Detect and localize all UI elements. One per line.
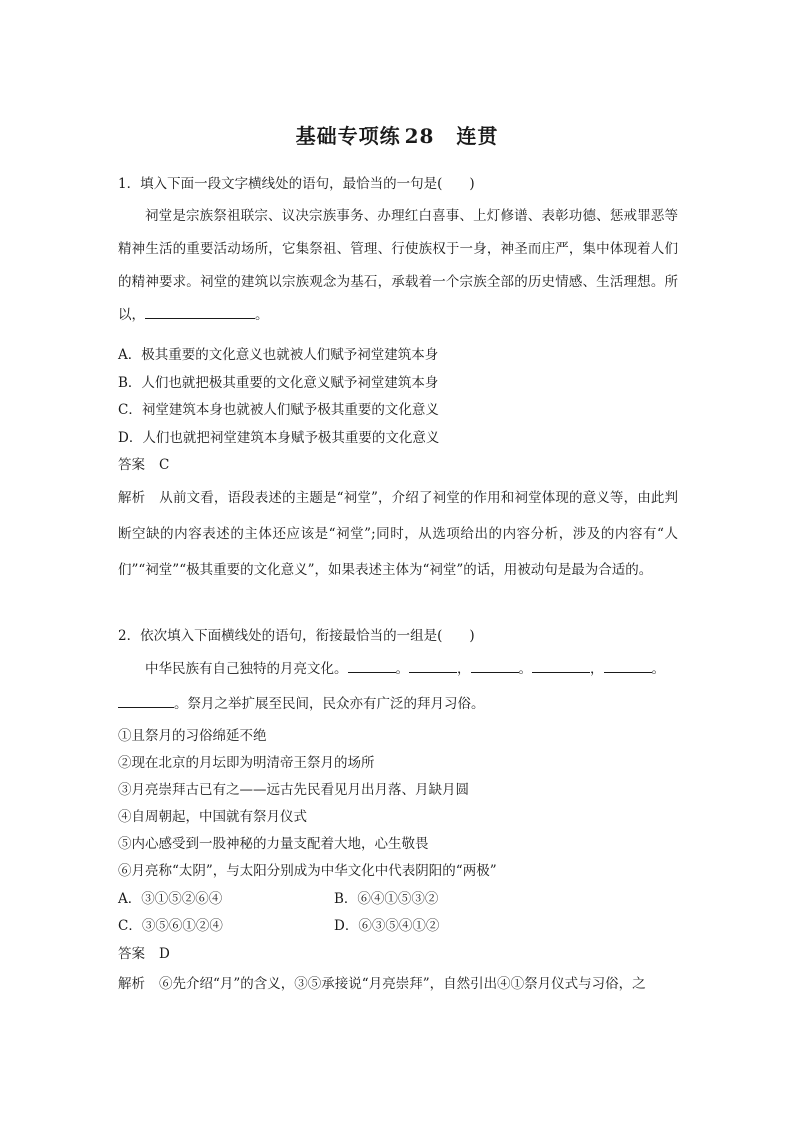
q1-passage xyxy=(118,200,678,332)
q2-blank-1 xyxy=(348,658,396,673)
q2-answer-value: D xyxy=(159,946,170,962)
q2-explain-label: 解析 xyxy=(118,976,145,992)
q1-answer-value: C xyxy=(159,457,170,473)
q2-explain-text: ⑥先介绍“月”的含义，③⑤承接说“月亮崇拜”，自然引出④①祭月仪式与习俗，之 xyxy=(159,976,646,992)
q1-stem: 1．填入下面一段文字横线处的语句，最恰当的一句是( ) xyxy=(118,176,475,192)
q2-passage-tail: 。祭月之举扩展至民间，民众亦有广泛的拜月习俗。 xyxy=(174,696,485,712)
q2-blank-3 xyxy=(471,658,519,673)
q1-explain-text: 从前文看，语段表述的主题是“祠堂”，介绍了祠堂的作用和祠堂体现的意义等，由此判断空缺的内容表述的主体还应该是“祠堂”;同时，从选项给出的内容分析，涉及的内容有“人们”“祠堂”“极其重要的文化意义”，如果表述主体为“祠堂”的话，用被动句是最为合适的。 xyxy=(118,490,679,578)
title-sub: 连贯 xyxy=(456,124,499,148)
q2-item-4: ④自周朝起，中国就有祭月仪式 xyxy=(118,809,307,825)
q2-blank-6 xyxy=(118,693,174,708)
q2-blank-2 xyxy=(409,658,457,673)
q2-answer xyxy=(118,942,170,962)
page-title xyxy=(0,120,794,149)
q2-passage-line1: 中华民族有自己独特的月亮文化。 。 ， 。 ， 。 xyxy=(145,657,665,677)
q1-option-a: A．极其重要的文化意义也就被人们赋予祠堂建筑本身 xyxy=(118,347,439,363)
q1-explanation xyxy=(118,480,678,588)
q2-item-3: ③月亮崇拜古已有之——远古先民看见月出月落、月缺月圆 xyxy=(118,782,469,798)
q2-passage-line2 xyxy=(118,692,485,712)
q1-passage-text: 祠堂是宗族祭祖联宗、议决宗族事务、办理红白喜事、上灯修谱、表彰功德、惩戒罪恶等精神生活的重要活动场所，它集祭祖、管理、行使族权于一身，神圣而庄严，集中体现着人们的精神要求。祠堂的建筑以宗族观念为基石，承载着一个宗族全部的历史情感、生活理想。所以， xyxy=(118,208,678,323)
q1-option-c: C．祠堂建筑本身也就被人们赋予极其重要的文化意义 xyxy=(118,402,439,418)
q2-blank-4 xyxy=(532,658,590,673)
title-main: 基础专项练 xyxy=(295,124,401,148)
q2-blank-5 xyxy=(604,658,652,673)
q1-blank xyxy=(145,304,255,319)
q2-option-c: C．③⑤⑥①②④ xyxy=(118,918,223,934)
q2-item-2: ②现在北京的月坛即为明清帝王祭月的场所 xyxy=(118,755,375,771)
q2-item-6: ⑥月亮称“太阴”，与太阳分别成为中华文化中代表阴阳的“两极” xyxy=(118,863,497,879)
q2-options-row-1 xyxy=(118,887,678,907)
q2-item-1: ①且祭月的习俗绵延不绝 xyxy=(118,728,267,744)
title-number: 28 xyxy=(404,124,435,148)
q2-options-row-2 xyxy=(118,914,678,934)
q1-answer-label: 答案 xyxy=(118,457,145,473)
q2-option-a: A．③①⑤②⑥④ xyxy=(118,891,223,907)
q2-item-5: ⑤内心感受到一股神秘的力量支配着大地，心生敬畏 xyxy=(118,836,429,852)
q2-stem: 2．依次填入下面横线处的语句，衔接最恰当的一组是( ) xyxy=(118,628,475,644)
q2-option-b: B．⑥④①⑤③② xyxy=(334,891,439,907)
q1-option-d: D．人们也就把祠堂建筑本身赋予极其重要的文化意义 xyxy=(118,430,440,446)
q1-option-b: B．人们也就把极其重要的文化意义赋予祠堂建筑本身 xyxy=(118,375,439,391)
q2-answer-label: 答案 xyxy=(118,946,145,962)
q1-answer xyxy=(118,453,169,473)
q1-explain-label: 解析 xyxy=(118,490,146,506)
q1-passage-end: 。 xyxy=(255,307,269,323)
q2-option-d: D．⑥③⑤④①② xyxy=(334,918,440,934)
q2-passage-start: 中华民族有自己独特的月亮文化。 xyxy=(145,661,348,677)
q2-explanation xyxy=(118,972,646,992)
